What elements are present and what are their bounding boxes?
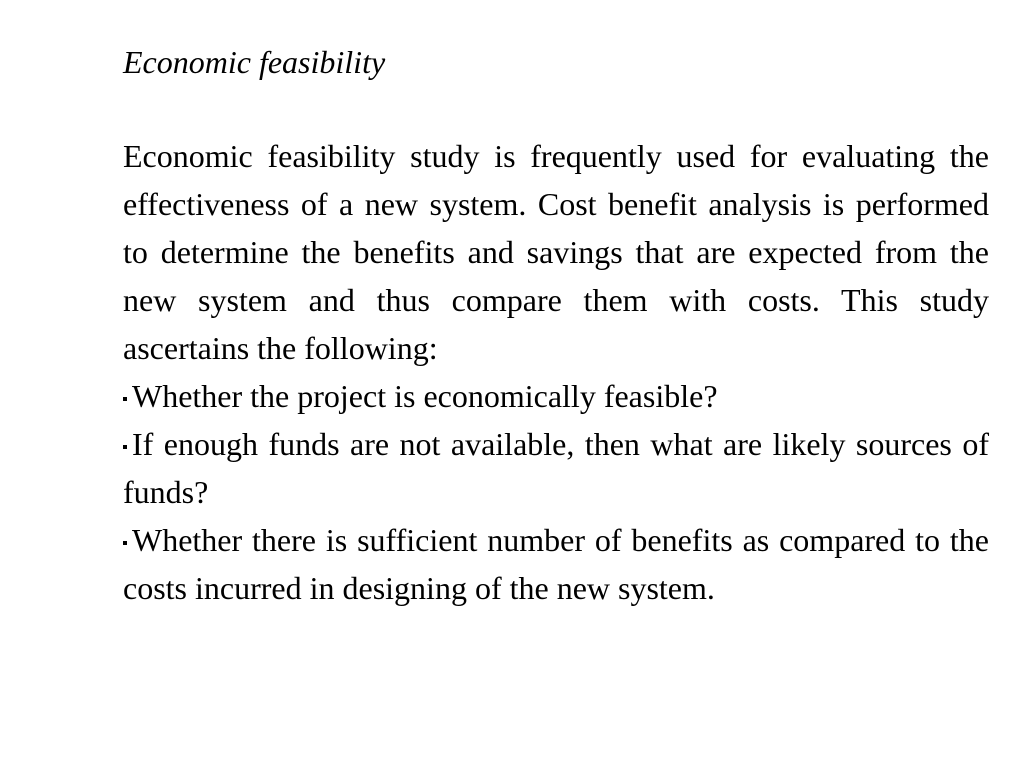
bullet-item bbox=[123, 516, 989, 612]
bullet-marker-icon bbox=[123, 445, 127, 449]
bullet-item bbox=[123, 420, 989, 516]
intro-paragraph: Economic feasibility study is frequently used for evaluating the effectiveness of a new system. Cost benefit analysis is performed to determine the benefits and savings that are expected from the new system and thus compare them with costs. This study ascertains the following: bbox=[123, 138, 989, 366]
bullet-marker-icon bbox=[123, 541, 127, 545]
bullet-marker-icon bbox=[123, 397, 127, 401]
slide-heading: Economic feasibility bbox=[123, 44, 386, 80]
bullet-text: If enough funds are not available, then what are likely sources of funds? bbox=[123, 426, 989, 510]
slide-content bbox=[123, 36, 989, 612]
bullet-text: Whether the project is economically feasible? bbox=[132, 378, 718, 414]
bullet-item bbox=[123, 372, 989, 420]
bullet-text: Whether there is sufficient number of benefits as compared to the costs incurred in designing of the new system. bbox=[123, 522, 989, 606]
